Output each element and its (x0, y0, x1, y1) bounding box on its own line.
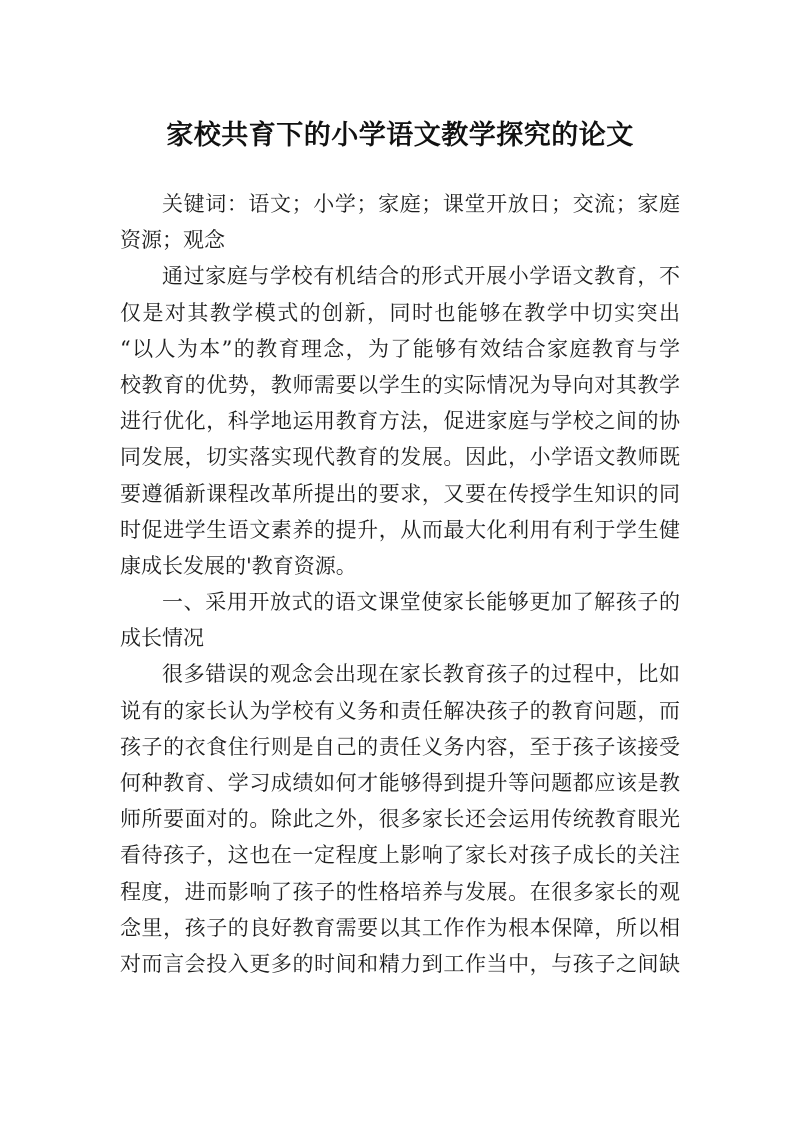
section-heading-line: 成长情况 (120, 626, 204, 651)
paragraph-line: 念里，孩子的良好教育需要以其工作作为根本保障，所以相 (120, 915, 680, 940)
paragraph-line: 康成长发展的'教育资源。 (120, 553, 357, 578)
paragraph-line: 孩子的衣食住行则是自己的责任义务内容，至于孩子该接受 (120, 734, 680, 759)
paragraph-line: “以人为本”的教育理念，为了能够有效结合家庭教育与学 (120, 336, 680, 361)
paragraph-line: 看待孩子，这也在一定程度上影响了家长对孩子成长的关注 (120, 843, 680, 868)
document-title: 家校共育下的小学语文教学探究的论文 (166, 120, 634, 152)
paragraph-line: 通过家庭与学校有机结合的形式开展小学语文教育，不 (162, 264, 680, 289)
intro-paragraph (120, 258, 680, 584)
paragraph-line: 同发展，切实落实现代教育的发展。因此，小学语文教师既 (120, 445, 680, 470)
paragraph-line: 程度，进而影响了孩子的性格培养与发展。在很多家长的观 (120, 879, 680, 904)
paragraph-line: 对而言会投入更多的时间和精力到工作当中，与孩子之间缺 (120, 951, 680, 976)
keywords-line: 关键词：语文；小学；家庭；课堂开放日；交流；家庭 (162, 192, 680, 216)
paragraph-line: 师所要面对的。除此之外，很多家长还会运用传统教育眼光 (120, 807, 680, 832)
body-paragraph (120, 656, 680, 982)
paragraph-line: 仅是对其教学模式的创新，同时也能够在教学中切实突出 (120, 300, 680, 325)
paragraph-line: 进行优化，科学地运用教育方法，促进家庭与学校之间的协 (120, 409, 680, 434)
paragraph-line: 时促进学生语文素养的提升，从而最大化利用有利于学生健 (120, 517, 680, 542)
paragraph-line: 要遵循新课程改革所提出的要求，又要在传授学生知识的同 (120, 481, 680, 506)
keywords-line: 资源；观念 (120, 228, 225, 253)
paragraph-line: 很多错误的观念会出现在家长教育孩子的过程中，比如 (162, 662, 680, 687)
paragraph-line: 校教育的优势，教师需要以学生的实际情况为导向对其教学 (120, 372, 680, 397)
section-heading-line: 一、采用开放式的语文课堂使家长能够更加了解孩子的 (162, 590, 680, 615)
keywords-paragraph (120, 186, 680, 258)
paragraph-line: 说有的家长认为学校有义务和责任解决孩子的教育问题，而 (120, 698, 680, 723)
paragraph-line: 何种教育、学习成绩如何才能够得到提升等问题都应该是教 (120, 771, 680, 795)
section-heading (120, 584, 680, 656)
document-body (120, 186, 680, 982)
